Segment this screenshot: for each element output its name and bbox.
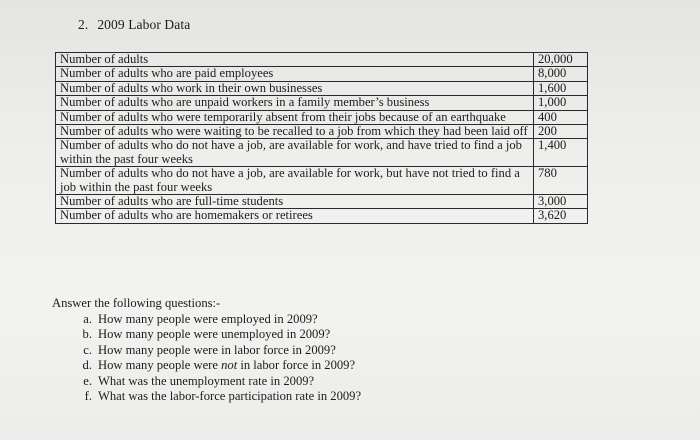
row-label: Number of adults who work in their own businesses — [56, 81, 534, 95]
question-letter: a. — [83, 311, 92, 326]
row-value: 1,400 — [534, 139, 588, 167]
table-row — [56, 67, 588, 81]
questions-intro: Answer the following questions:- — [52, 296, 221, 310]
question-text: What was the unemployment rate in 2009? — [98, 373, 315, 388]
table-row — [56, 110, 588, 124]
table-row — [56, 195, 588, 209]
question-text: What was the labor-force participation rate in 2009? — [98, 389, 362, 403]
question-item — [52, 358, 361, 374]
row-value: 400 — [534, 110, 588, 124]
section-number: 2. — [78, 17, 89, 32]
table-row — [56, 167, 588, 195]
table-row — [56, 209, 588, 223]
question-item — [52, 374, 361, 390]
table-row — [56, 139, 588, 167]
row-label: Number of adults who are paid employees — [56, 67, 534, 81]
question-letter: e. — [83, 373, 92, 388]
question-text: How many people were in labor force in 2009? — [98, 342, 336, 357]
question-letter: c. — [83, 342, 92, 357]
question-text: How many people were employed in 2009? — [98, 311, 318, 326]
row-value: 1,000 — [534, 96, 588, 110]
question-letter: b. — [82, 327, 92, 341]
row-value: 3,620 — [534, 209, 588, 223]
questions-list — [52, 312, 361, 405]
table-row — [56, 53, 588, 67]
row-label: Number of adults who are homemakers or retirees — [56, 209, 534, 223]
question-item — [52, 389, 361, 405]
question-item — [52, 327, 361, 343]
row-label: Number of adults who do not have a job, are available for work, and have tried to find a job within the past four weeks — [56, 139, 534, 167]
table-row — [56, 81, 588, 95]
question-text-start: How many people were — [98, 358, 222, 372]
question-text: How many people were unemployed in 2009? — [98, 327, 331, 341]
question-text-end: in labor force in 2009? — [237, 358, 356, 372]
row-label: Number of adults — [56, 53, 534, 67]
question-item — [52, 312, 361, 328]
row-value: 3,000 — [534, 195, 588, 209]
section-title: 2009 Labor Data — [97, 17, 191, 32]
table-row — [56, 125, 588, 139]
table-row — [56, 96, 588, 110]
row-value: 20,000 — [534, 53, 588, 67]
question-letter: f. — [84, 389, 92, 403]
labor-data-table — [55, 52, 588, 224]
row-value: 8,000 — [534, 67, 588, 81]
row-label: Number of adults who were waiting to be recalled to a job from which they had been laid off — [56, 125, 534, 139]
questions-section — [52, 296, 361, 405]
question-letter: d. — [82, 358, 92, 372]
section-heading — [78, 17, 190, 33]
row-label: Number of adults who are unpaid workers in a family member’s business — [56, 96, 534, 110]
question-emphasis: not — [221, 358, 238, 372]
row-label: Number of adults who are full-time students — [56, 195, 534, 209]
row-value: 1,600 — [534, 81, 588, 95]
row-value: 200 — [534, 125, 588, 139]
question-item — [52, 343, 361, 359]
row-label: Number of adults who do not have a job, are available for work, but have not tried to find a job within the past four weeks — [56, 167, 534, 195]
row-value: 780 — [534, 167, 588, 195]
row-label: Number of adults who were temporarily absent from their jobs because of an earthquake — [56, 110, 534, 124]
